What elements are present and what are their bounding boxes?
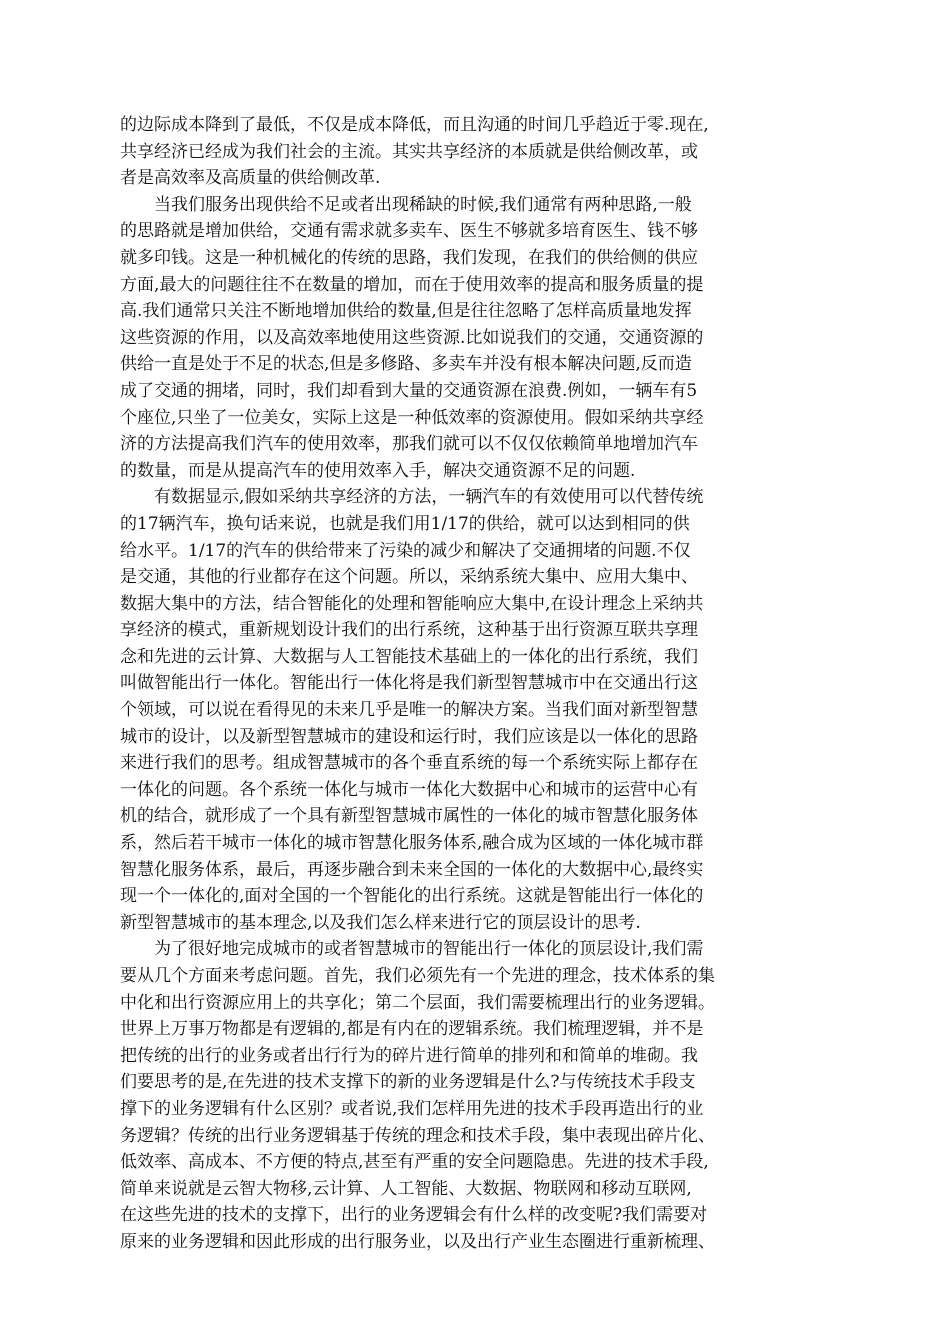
text-line: 低效率、高成本、不方便的特点,甚至有严重的安全问题隐患。先进的技术手段, [120,1152,709,1173]
text-line: 的思路就是增加供给，交通有需求就多卖车、医生不够就多培育医生、钱不够 [120,221,698,242]
text-line: 一体化的问题。各个系统一体化与城市一体化大数据中心和城市的运营中心有 [120,779,698,800]
text-line: 们要思考的是,在先进的技术支撑下的新的业务逻辑是什么?与传统技术手段支 [120,1072,696,1093]
text-line: 供给一直是处于不足的状态,但是多修路、多卖车并没有根本解决问题,反而造 [120,354,692,375]
text-line: 简单来说就是云智大物移,云计算、人工智能、大数据、物联网和移动互联网, [120,1178,692,1199]
text-line: 个领域，可以说在看得见的未来几乎是唯一的解决方案。当我们面对新型智慧 [120,700,698,721]
paragraph [120,192,824,485]
text-line: 共享经济已经成为我们社会的主流。其实共享经济的本质就是供给侧改革，或 [120,141,698,162]
text-line: 中化和出行资源应用上的共享化；第二个层面，我们需要梳理出行的业务逻辑。 [120,992,715,1013]
text-line: 机的结合，就形成了一个具有新型智慧城市属性的一体化的城市智慧化服务体 [120,806,698,827]
text-line: 这些资源的作用，以及高效率地使用这些资源.比如说我们的交通，交通资源的 [120,327,704,348]
body-text [120,112,824,1256]
text-line: 世界上万事万物都是有逻辑的,都是有内在的逻辑系统。我们梳理逻辑，并不是 [120,1019,704,1040]
text-line: 方面,最大的问题往往不在数量的增加，而在于使用效率的提高和服务质量的提 [120,274,704,295]
text-line: 是交通，其他的行业都存在这个问题。所以，采纳系统大集中、应用大集中、 [120,567,698,588]
text-line: 系，然后若干城市一体化的城市智慧化服务体系,融合成为区域的一体化城市群 [120,833,704,854]
text-line: 有数据显示,假如采纳共享经济的方法，一辆汽车的有效使用可以代替传统 [120,487,704,508]
text-line: 享经济的模式，重新规划设计我们的出行系统，这种基于出行资源互联共享理 [120,620,698,641]
text-line: 就多印钱。这是一种机械化的传统的思路，我们发现，在我们的供给侧的供应 [120,247,698,268]
text-line: 为了很好地完成城市的或者智慧城市的智能出行一体化的顶层设计,我们需 [120,939,704,960]
text-line: 的17辆汽车，换句话来说，也就是我们用1/17的供给，就可以达到相同的供 [120,513,690,534]
text-line: 把传统的出行的业务或者出行行为的碎片进行简单的排列和和简单的堆砌。我 [120,1045,698,1066]
paragraph [120,936,824,1255]
text-line: 叫做智能出行一体化。智能出行一体化将是我们新型智慧城市中在交通出行这 [120,673,698,694]
text-line: 撑下的业务逻辑有什么区别？或者说,我们怎样用先进的技术手段再造出行的业 [120,1098,704,1119]
text-line: 给水平。1/17的汽车的供给带来了污染的减少和解决了交通拥堵的问题.不仅 [120,540,691,561]
text-line: 来进行我们的思考。组成智慧城市的各个垂直系统的每一个系统实际上都存在 [120,753,698,774]
text-line: 当我们服务出现供给不足或者出现稀缺的时候,我们通常有两种思路,一般 [120,194,692,215]
text-line: 者是高效率及高质量的供给侧改革. [120,168,381,189]
text-line: 要从几个方面来考虑问题。首先，我们必须先有一个先进的理念，技术体系的集 [120,966,715,986]
text-line: 的数量，而是从提高汽车的使用效率入手，解决交通资源不足的问题. [120,460,636,481]
text-line: 数据大集中的方法，结合智能化的处理和智能响应大集中,在设计理念上采纳共 [120,593,704,614]
text-line: 智慧化服务体系，最后，再逐步融合到未来全国的一体化的大数据中心,最终实 [120,859,704,880]
text-line: 务逻辑？传统的出行业务逻辑基于传统的理念和技术手段，集中表现出碎片化、 [120,1125,715,1146]
text-line: 城市的设计，以及新型智慧城市的建设和运行时，我们应该是以一体化的思路 [120,726,698,747]
text-line: 成了交通的拥堵，同时，我们却看到大量的交通资源在浪费.例如，一辆车有5 [120,380,698,401]
text-line: 个座位,只坐了一位美女，实际上这是一种低效率的资源使用。假如采纳共享经 [120,407,704,428]
text-line: 念和先进的云计算、大数据与人工智能技术基础上的一体化的出行系统，我们 [120,646,698,667]
text-line: 新型智慧城市的基本理念,以及我们怎么样来进行它的顶层设计的思考. [120,912,641,933]
text-line: 原来的业务逻辑和因此形成的出行服务业，以及出行产业生态圈进行重新梳理、 [120,1231,715,1252]
text-line: 的边际成本降到了最低，不仅是成本降低，而且沟通的时间几乎趋近于零.现在, [120,115,709,135]
text-line: 济的方法提高我们汽车的使用效率，那我们就可以不仅仅依赖简单地增加汽车 [120,434,698,455]
paragraph [120,484,824,936]
text-line: 在这些先进的技术的支撑下，出行的业务逻辑会有什么样的改变呢?我们需要对 [120,1205,708,1226]
text-line: 高.我们通常只关注不断地增加供给的数量,但是往往忽略了怎样高质量地发挥 [120,301,692,322]
paragraph [120,112,824,192]
text-line: 现一个一体化的,面对全国的一个智能化的出行系统。这就是智能出行一体化的 [120,886,704,907]
